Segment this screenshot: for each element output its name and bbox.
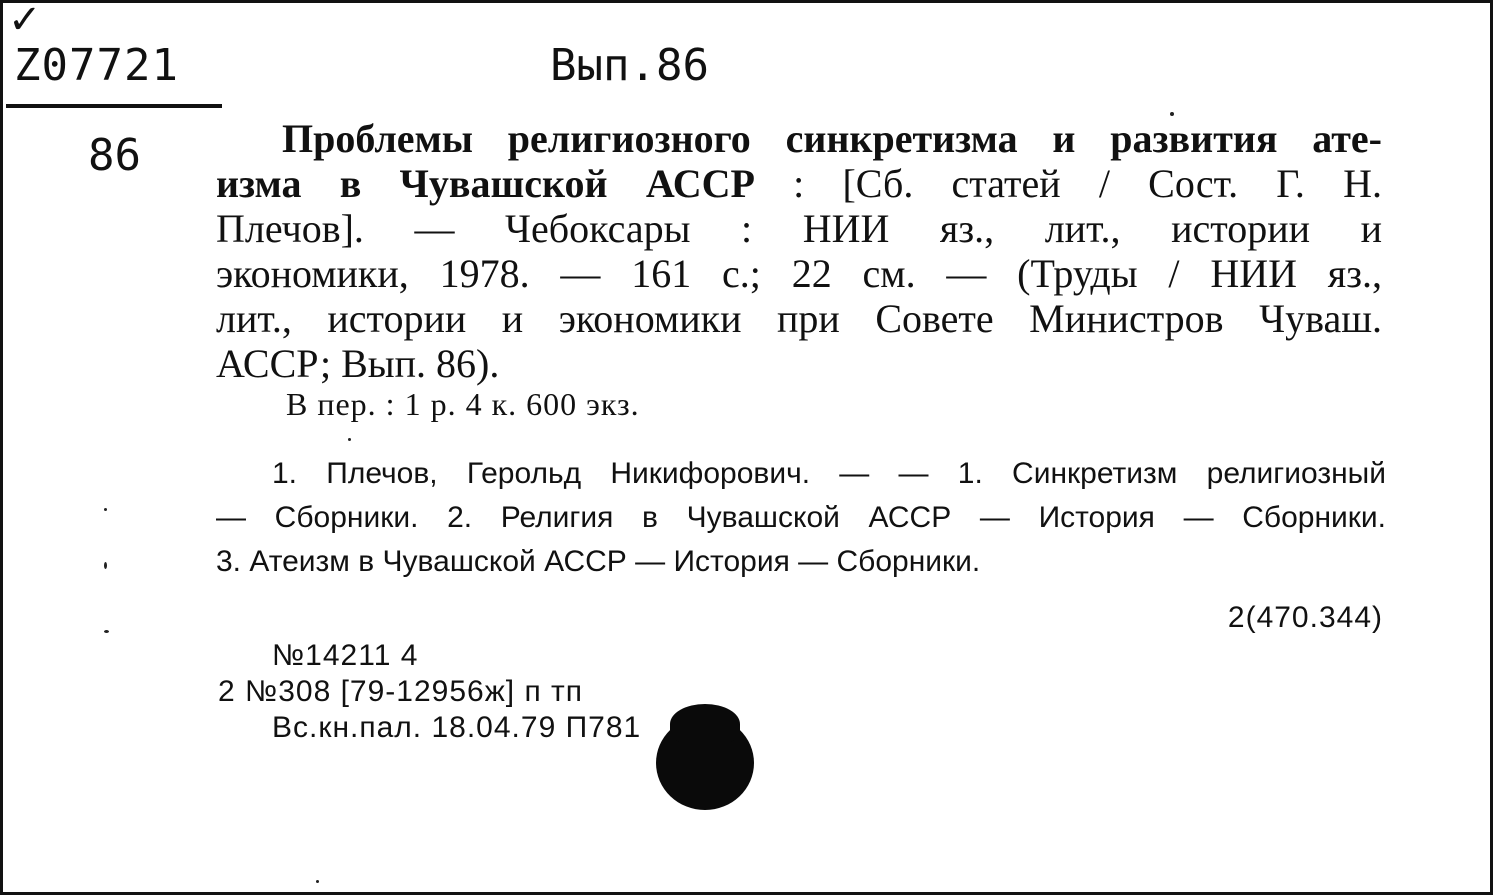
record-line-3: Вс.кн.пал. 18.04.79 П781: [272, 711, 642, 744]
speck: [348, 438, 351, 441]
record-number: №14211 4: [272, 639, 419, 672]
shelf-mark: 86: [88, 130, 141, 181]
subject-line-3: 3. Атеизм в Чувашской АССР — История — Сборники.: [216, 545, 981, 578]
speck: [316, 880, 319, 883]
description-line-6: АССР; Вып. 86).: [216, 341, 500, 386]
title-line-2: [216, 161, 1382, 206]
title-line-1: Проблемы религиозного синкретизма и развития ате-: [282, 116, 1382, 161]
price-line: В пер. : 1 р. 4 к. 600 экз.: [286, 386, 640, 422]
punch-hole-blot-top: [670, 704, 740, 744]
subject-line-2: — Сборники. 2. Религия в Чувашской АССР — История — Сборники.: [216, 501, 1386, 534]
bibliographic-description: [216, 116, 1382, 386]
issue-label: Вып.86: [550, 40, 709, 91]
call-number: Z07721: [14, 40, 179, 91]
speck: [1170, 112, 1174, 116]
speck: [104, 508, 107, 511]
title-line-2-bold: изма в Чувашской АССР: [216, 161, 755, 206]
record-line-2: 2 №308 [79-12956ж] п тп: [218, 675, 584, 708]
speck: [104, 630, 109, 633]
description-line-5: лит., истории и экономики при Совете Министров Чуваш.: [216, 296, 1382, 341]
subject-line-1: 1. Плечов, Герольд Никифорович. — — 1. Синкретизм религиозный: [272, 457, 1386, 490]
check-mark: ✓: [8, 0, 42, 43]
speck: [104, 562, 107, 569]
description-line-3: Плечов]. — Чебоксары : НИИ яз., лит., истории и: [216, 206, 1382, 251]
classification-code: 2(470.344): [1227, 601, 1383, 634]
call-number-underline: [6, 104, 222, 108]
description-line-4: экономики, 1978. — 161 с.; 22 см. — (Труды / НИИ яз.,: [216, 251, 1382, 296]
subject-headings: [216, 452, 1386, 584]
title-line-2-rest: : [Сб. статей / Сост. Г. Н.: [754, 161, 1382, 206]
